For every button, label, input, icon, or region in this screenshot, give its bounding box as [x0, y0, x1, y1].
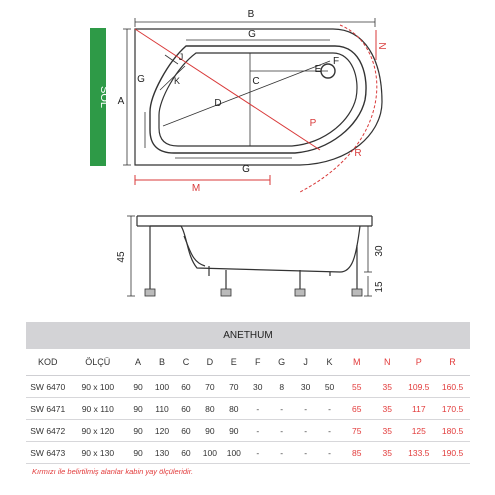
table-cell: 110	[150, 398, 174, 420]
footnote: Kırmızı ile belirtilmiş alanlar kabin yay ölçüleridir.	[32, 467, 194, 476]
table-row	[26, 442, 470, 464]
column-header: P	[402, 349, 435, 376]
label-e: E	[314, 64, 322, 75]
table-cell: -	[318, 398, 342, 420]
column-header: M	[342, 349, 372, 376]
table-cell: 170.5	[435, 398, 470, 420]
table-cell: 70	[222, 376, 246, 398]
side-view-dimensions	[127, 216, 372, 296]
column-header: K	[318, 349, 342, 376]
table-cell: 90 x 110	[70, 398, 127, 420]
label-m: M	[191, 183, 201, 194]
table-cell: -	[246, 398, 270, 420]
table-cell: -	[294, 420, 318, 442]
table-cell: 60	[174, 442, 198, 464]
table-cell: 100	[150, 376, 174, 398]
table-row	[26, 420, 470, 442]
table-cell: 90	[126, 398, 150, 420]
table-cell: -	[318, 442, 342, 464]
column-header: C	[174, 349, 198, 376]
table-cell: 60	[174, 420, 198, 442]
table-cell: 70	[198, 376, 222, 398]
table-cell: -	[294, 398, 318, 420]
column-header: KOD	[26, 349, 70, 376]
label-g-top: G	[248, 29, 256, 40]
table-cell: 90	[126, 442, 150, 464]
table-cell: SW 6471	[26, 398, 70, 420]
tub-feet	[145, 289, 362, 296]
table-cell: 190.5	[435, 442, 470, 464]
table-cell: 55	[342, 376, 372, 398]
dimension-table	[26, 322, 470, 464]
table-cell: 90	[126, 376, 150, 398]
table-row	[26, 398, 470, 420]
dimension-table-grid	[26, 349, 470, 464]
table-cell: 85	[342, 442, 372, 464]
table-row	[26, 376, 470, 398]
column-header: N	[372, 349, 402, 376]
label-g-bottom: G	[242, 164, 250, 175]
label-g-left: G	[137, 74, 145, 85]
side-view	[137, 216, 372, 292]
table-cell: -	[270, 398, 294, 420]
table-cell: -	[270, 442, 294, 464]
red-dimensions	[135, 25, 377, 192]
label-k: K	[173, 76, 181, 86]
table-cell: 30	[246, 376, 270, 398]
label-n: N	[376, 42, 387, 50]
table-cell: 60	[174, 398, 198, 420]
side-label: SOL	[98, 85, 110, 109]
table-cell: SW 6470	[26, 376, 70, 398]
table-cell: -	[270, 420, 294, 442]
table-cell: 133.5	[402, 442, 435, 464]
label-depth-30: 30	[374, 245, 385, 257]
table-cell: 35	[372, 398, 402, 420]
table-cell: 90	[222, 420, 246, 442]
table-cell: 8	[270, 376, 294, 398]
table-cell: 90	[198, 420, 222, 442]
table-cell: 65	[342, 398, 372, 420]
table-cell: -	[246, 420, 270, 442]
label-height-45: 45	[116, 251, 127, 263]
table-cell: 90 x 100	[70, 376, 127, 398]
column-header: D	[198, 349, 222, 376]
label-b: B	[247, 9, 255, 20]
table-cell: 90 x 130	[70, 442, 127, 464]
column-header: A	[126, 349, 150, 376]
table-cell: 109.5	[402, 376, 435, 398]
label-d: D	[214, 98, 222, 109]
table-cell: 90	[126, 420, 150, 442]
table-cell: 100	[198, 442, 222, 464]
table-cell: 80	[198, 398, 222, 420]
top-view-dimensions	[123, 18, 375, 165]
table-cell: 100	[222, 442, 246, 464]
table-cell: 35	[372, 376, 402, 398]
label-p: P	[309, 118, 317, 129]
table-title: ANETHUM	[26, 322, 470, 349]
column-header: E	[222, 349, 246, 376]
table-cell: 117	[402, 398, 435, 420]
basin-outline-inner	[159, 53, 357, 146]
label-f: F	[332, 56, 340, 67]
column-header: F	[246, 349, 270, 376]
column-header: J	[294, 349, 318, 376]
column-header: R	[435, 349, 470, 376]
table-cell: -	[318, 420, 342, 442]
table-cell: 125	[402, 420, 435, 442]
table-body	[26, 376, 470, 464]
top-view	[135, 29, 382, 165]
table-cell: 120	[150, 420, 174, 442]
table-header-row	[26, 349, 470, 376]
label-c: C	[252, 76, 260, 87]
table-cell: 60	[174, 376, 198, 398]
tub-outer-rim	[135, 29, 382, 165]
table-cell: 35	[372, 420, 402, 442]
table-cell: -	[294, 442, 318, 464]
label-j: J	[178, 52, 184, 62]
table-cell: 75	[342, 420, 372, 442]
table-cell: 160.5	[435, 376, 470, 398]
column-header: B	[150, 349, 174, 376]
table-cell: SW 6472	[26, 420, 70, 442]
table-cell: 180.5	[435, 420, 470, 442]
table-cell: 80	[222, 398, 246, 420]
table-cell: SW 6473	[26, 442, 70, 464]
table-cell: 130	[150, 442, 174, 464]
table-cell: 90 x 120	[70, 420, 127, 442]
table-cell: 50	[318, 376, 342, 398]
table-cell: 35	[372, 442, 402, 464]
label-r: R	[354, 148, 362, 159]
label-a: A	[117, 96, 125, 107]
table-cell: -	[246, 442, 270, 464]
label-feet-15: 15	[374, 281, 385, 293]
table-cell: 30	[294, 376, 318, 398]
column-header: G	[270, 349, 294, 376]
column-header: ÖLÇÜ	[70, 349, 127, 376]
